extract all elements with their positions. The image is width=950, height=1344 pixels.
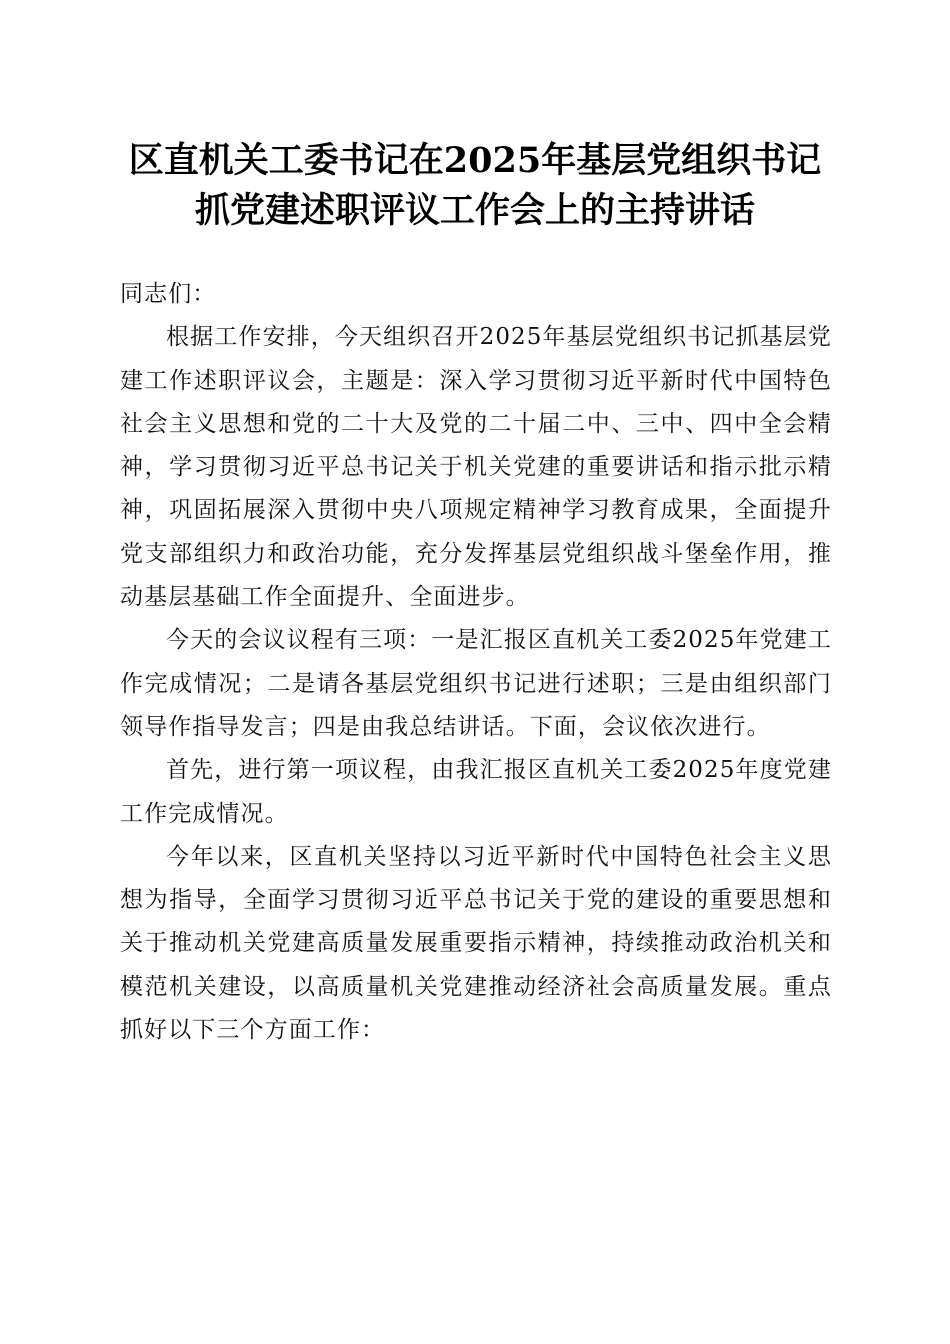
document-title bbox=[100, 136, 850, 236]
title-line-1: 区直机关工委书记在2025年基层党组织书记 bbox=[128, 140, 822, 181]
title-line-2: 抓党建述职评议工作会上的主持讲话 bbox=[194, 190, 755, 231]
paragraph-1: 根据工作安排，今天组织召开2025年基层党组织书记抓基层党建工作述职评议会，主题是：深入学习贯彻习近平新时代中国特色社会主义思想和党的二十大及党的二十届二中、三中、四中全会精神，学习贯彻习近平总书记关于机关党建的重要讲话和指示批示精神，巩固拓展深入贯彻中央八项规定精神学习教育成果，全面提升党支部组织力和政治功能，充分发挥基层党组织战斗堡垒作用，推动基层基础工作全面提升、全面进步。 bbox=[120, 324, 832, 611]
paragraph-4: 今年以来，区直机关坚持以习近平新时代中国特色社会主义思想为指导，全面学习贯彻习近平总书记关于党的建设的重要思想和关于推动机关党建高质量发展重要指示精神，持续推动政治机关和模范机关建设，以高质量机关党建推动经济社会高质量发展。重点抓好以下三个方面工作： bbox=[120, 843, 832, 1044]
document-body bbox=[120, 273, 832, 1052]
salutation: 同志们： bbox=[120, 281, 217, 307]
paragraph-2: 今天的会议议程有三项：一是汇报区直机关工委2025年党建工作完成情况；二是请各基层党组织书记进行述职；三是由组织部门领导作指导发言；四是由我总结讲话。下面，会议依次进行。 bbox=[120, 627, 832, 740]
paragraph-3: 首先，进行第一项议程，由我汇报区直机关工委2025年度党建工作完成情况。 bbox=[120, 757, 832, 827]
